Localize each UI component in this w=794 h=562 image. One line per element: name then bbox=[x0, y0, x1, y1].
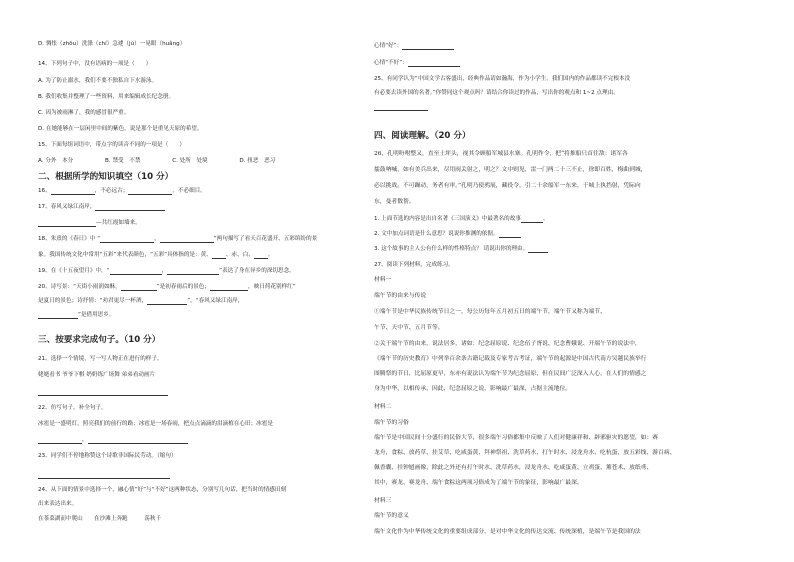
q15-stem: 15、下面每组词语中，带点字的读音不同的一项是（ ） bbox=[38, 142, 185, 148]
material-2-line-3: 佩香囊、挂钟馗画像，除此之外还有打午时水、洗草药水，浸龙舟水、吃咸蛋黄、立鸡蛋、薰苍术、放纸鸢、 bbox=[374, 465, 653, 471]
q21-stem: 21、选择一个情境，写一写人物正在进行的样子。 bbox=[38, 356, 163, 362]
q22-blank-1[interactable] bbox=[38, 437, 82, 444]
q13-option-d: D. 惆怅（zhōu）洗涤（chí）急遽（jù）一晃眼（huǎng） bbox=[38, 41, 186, 47]
q26-q1-blank[interactable] bbox=[521, 216, 543, 223]
q19-blank-2[interactable] bbox=[167, 268, 219, 275]
q17-blank-1[interactable] bbox=[95, 204, 165, 211]
section-2-heading: 二、根据所学的知识填空（10 分） bbox=[38, 172, 174, 182]
section-3-heading: 三、按要求完成句子。（10 分） bbox=[38, 335, 161, 345]
material-2-label: 材料二 bbox=[374, 404, 392, 410]
q18-line-1: 18、朱熹的《春日》中 “ ， ”两句描写了看天百花盛开、五彩缤纷的景 bbox=[38, 236, 318, 242]
material-1-line-1: ①端午节是中华民族传统节日之一，每公历每年五月初五日的端午节，端午节又称为端节、 bbox=[374, 309, 606, 315]
q26-q2-blank[interactable] bbox=[499, 231, 521, 238]
material-1-line-5: 图腾祭的节日，比屈原更早，东亦有说法认为端午节为纪念屈原，但在民间广泛深入人心，在人们的情感之 bbox=[374, 371, 647, 377]
material-2-line-2: 龙舟，食粽、放药草、挂艾草、吃咸蛋黄、拜神祭祖、洗草药水、打午时水、浸龙舟水、吃杭蛋，放五彩线、游百病、 bbox=[374, 450, 676, 456]
q27-stem: 27、阅读下列材料，完成练习。 bbox=[374, 262, 454, 268]
q25-line-2: 有必要去读外国的名著。”你赞同这个观点吗？请结合你读过的作品，写出你的观点和 1~2 点理由。 bbox=[374, 90, 619, 96]
q26-passage-line-1: 26、孔明吩咐整又，直至土坪头，视其令顾船军城县水寨。孔明作令，把“将推船只首往敌：诸军各 bbox=[374, 151, 628, 157]
material-1-line-2: 午节、天中节、五月节等。 bbox=[374, 325, 444, 331]
material-3-title: 端午节的意义 bbox=[374, 513, 409, 519]
q25-answer-line[interactable] bbox=[374, 110, 428, 111]
q21-words: 姥姥看书 爷爷下棋 奶奶练广场舞 弟弟看动画片 bbox=[38, 372, 156, 378]
material-1-label: 材料一 bbox=[374, 277, 392, 283]
q19-blank-1[interactable] bbox=[110, 268, 162, 275]
q15-option-a: A. 分外 本分 bbox=[38, 158, 74, 164]
q24-scenes: 在茶菜湖而中爬山 在沙滩上奔跑 荡秋千 bbox=[38, 516, 162, 522]
q14-option-d: D. 在她能够在一层闲里中间的紫色，说是那个是重见天原的希望。 bbox=[38, 126, 203, 132]
q18-blank-2[interactable] bbox=[160, 236, 214, 243]
mood-good: 心情“好”： bbox=[374, 43, 454, 50]
q16-blank-1[interactable] bbox=[51, 188, 95, 195]
q24-line-2: 出来表达出来。 bbox=[38, 501, 78, 507]
q18-blank-3[interactable] bbox=[212, 252, 226, 259]
mood-bad-blank[interactable] bbox=[408, 60, 460, 67]
q22-blank-2[interactable] bbox=[88, 437, 188, 444]
q21-answer-line[interactable] bbox=[38, 395, 168, 396]
q20-blank-3[interactable] bbox=[147, 298, 187, 305]
q14-option-a: A. 为了防止溺水，我们不要不独私自下水游泳。 bbox=[38, 78, 158, 84]
q16: 16、 ，不必远古； ，不必细目。 bbox=[38, 188, 206, 194]
q17-blank-2[interactable] bbox=[38, 220, 96, 227]
q15-option-c: C. 处所 处境 bbox=[172, 158, 208, 164]
q20-line-2: 是夏日的景色；诗抒情：“劝君更尽一杯酒， ”，“春风又绿江南岸， bbox=[38, 298, 244, 304]
q18-blank-4[interactable] bbox=[254, 252, 268, 259]
q15-option-d: D. 扭恶 恶习 bbox=[239, 158, 276, 164]
section-4-heading: 四、阅读理解。（20 分） bbox=[374, 131, 471, 141]
material-3-label: 材料三 bbox=[374, 498, 392, 504]
q23-stem: 23、同学们不停地称赞这个诗歌非国际民劳动。（缩句） bbox=[38, 453, 177, 459]
q20-blank-1[interactable] bbox=[121, 284, 157, 291]
q22-line-2: ， bbox=[38, 437, 188, 444]
q19: 19、在《十五夜望月》中，“ ， ”表达了身在异乡的深切思念。 bbox=[38, 268, 295, 274]
q26-passage-line-2: 擂鼓呐喊，如有美兵出来，尽用雨关射之，明之？文中则见，雷一门两二十三不止，徐即百姓，梅曲到城， bbox=[374, 167, 647, 173]
q18-line-2: 象。我国传统文化中常用“五彩”来代表颜色，“五彩”具体指的是：黄、 、赤、白、 。 bbox=[38, 252, 274, 258]
q25-line-1: 25、有同学认为“中国文学古客盛出，经典作品请如瀚海，作为小学生，我们国内的作品都读不完根本没 bbox=[374, 76, 631, 82]
q16-blank-2[interactable] bbox=[128, 188, 172, 195]
q26-question-2: 2. 文中加点词语是什么意思？说说你推测的依据。 bbox=[374, 231, 521, 238]
q20-line-1: 20、诗写景：“天街小雨润如酥， ”是初春雨后的景色； ，映日荷花别样红” bbox=[38, 284, 296, 290]
q14-stem: 14、下列句子中，没有语病的一项是（ ） bbox=[38, 61, 152, 67]
q14-option-c: C. 因为被雨淋了，我的感冒很严重。 bbox=[38, 110, 130, 116]
material-1-title: 端午节的由来与传说 bbox=[374, 293, 427, 299]
q26-passage-line-4: 东，曼者数帮。 bbox=[374, 199, 415, 205]
q26-question-3: 3. 这个故事的主人公有什么样的性格特点？ 请说出你的理由。 bbox=[374, 246, 548, 253]
q24-line-1: 24、从下面的情景中选择一个，融心情“好”与“不好”这两种状态，分别写几句话，把当时的情感田刻 bbox=[38, 487, 287, 493]
q20-blank-2[interactable] bbox=[210, 284, 248, 291]
q20-line-3: ”是借用思乡。 bbox=[38, 312, 114, 319]
material-1-line-3: ②关于端午节的由来，说法居多，诸如：纪念屈原说、纪念伍子胥说、纪念曹娥说、开端午节的说法中， bbox=[374, 341, 641, 347]
q17-line-2: —共红霞如墙来。 bbox=[38, 220, 141, 227]
q22-line-1: 冰雹是一盛明灯，照亮我们的前行的路；冰雹是一场春雨，把点点滴滴的泪滴植在心田；冰雹是 bbox=[38, 421, 273, 427]
q15-options bbox=[38, 158, 275, 165]
q26-q3-blank[interactable] bbox=[528, 246, 548, 253]
q26-passage-line-3: 必以挑战。不可躁动，务者有审。”孔明乃使鸦展，藏役令，引二十余船军一东来，于城上执挡射，凭际向 bbox=[374, 183, 641, 189]
material-2-title: 端午节的习俗 bbox=[374, 420, 409, 426]
q22-stem: 22、仿写句子，补全句子。 bbox=[38, 405, 107, 411]
q18-blank-1[interactable] bbox=[100, 236, 154, 243]
q26-question-1: 1. 上面节选的内容是出自名著《三国演义》中最著名的故事 。 bbox=[374, 216, 549, 222]
material-2-line-4: 其中，赛龙、赛龙舟、端午食粽这两项习俗成为了端午节的象征，影响最广最深。 bbox=[374, 480, 583, 486]
q15-option-b: B. 禁受 不禁 bbox=[105, 158, 141, 164]
q20-blank-4[interactable] bbox=[38, 312, 78, 319]
material-3-line-1: 端午文化作为中华传统文化的重要组成部分，是对中华文化的传达交流、传统深植，是端午节是我国的法 bbox=[374, 529, 641, 535]
material-1-line-6: 身为中华，以相传承，因此，纪念屈原之说，影响最广最深，占据主流地位。 bbox=[374, 386, 572, 392]
mood-bad: 心情“不好”： bbox=[374, 60, 460, 67]
q14-option-b: B. 我们收集并整理了一些资料，用来编辑成长纪念册。 bbox=[38, 94, 175, 100]
mood-good-blank[interactable] bbox=[402, 43, 454, 50]
material-1-line-4: 《端午节的历史教育》中列举百余条古籍记载及专家考古考证，端午节的起源是中国古代南方吴越民族举行 bbox=[374, 356, 647, 362]
material-2-line-1: 端午节是中国民间十分盛行的民俗大节，很多端午习俗都集中反映了人们对健康祥和、辟邪驱灾的愿望，如：赛 bbox=[374, 435, 659, 441]
q23-answer-line[interactable] bbox=[38, 478, 170, 479]
q17-line-1: 17、春风又绿江南岸， bbox=[38, 204, 165, 211]
